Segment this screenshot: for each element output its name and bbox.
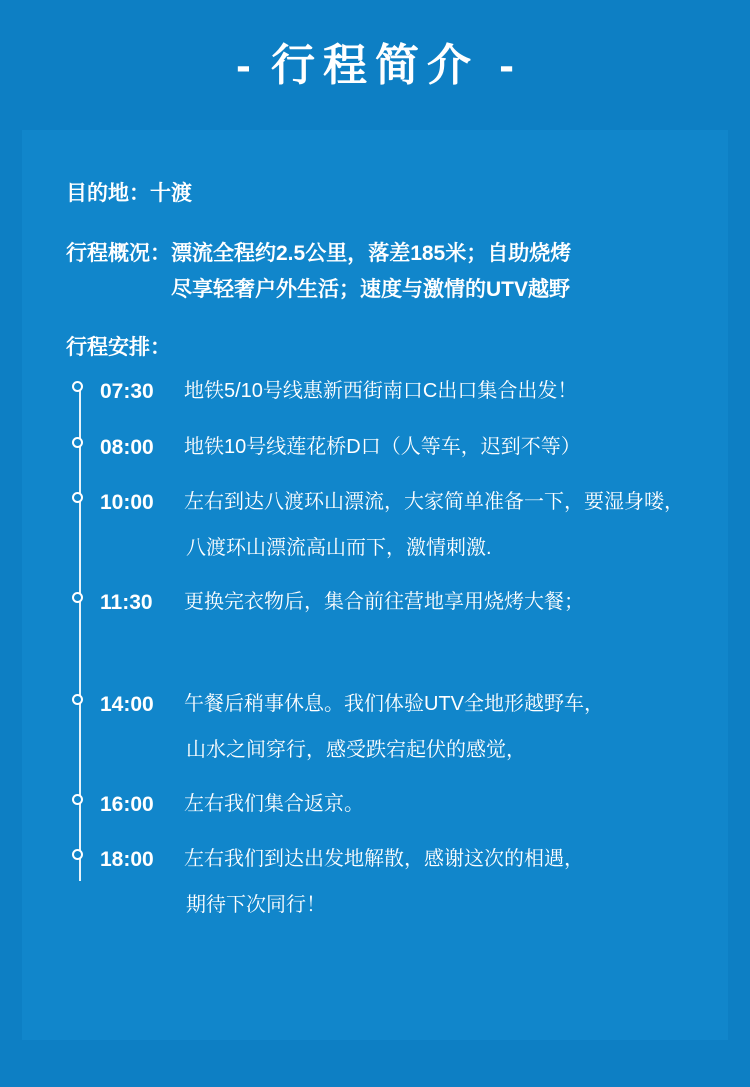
timeline-time: 07:30 — [100, 380, 154, 403]
timeline-dot-icon — [72, 492, 83, 503]
schedule-timeline — [72, 375, 688, 921]
timeline-item — [100, 688, 688, 766]
timeline-text-line: 更换完衣物后，集合前往营地享用烧烤大餐； — [184, 591, 584, 614]
timeline-time: 10:00 — [100, 491, 154, 515]
timeline-text-line: 左右我们集合返京。 — [184, 792, 364, 815]
overview-value — [171, 236, 571, 310]
timeline-text — [184, 688, 604, 766]
timeline-dot-icon — [72, 849, 83, 860]
timeline-text-line: 地铁5/10号线惠新西街南口C出口集合出发！ — [184, 380, 578, 402]
timeline-text-line: 左右到达八渡环山漂流，大家简单准备一下，要湿身喽， — [184, 491, 684, 514]
schedule-label: 行程安排： — [66, 336, 171, 359]
timeline-gap — [100, 642, 688, 688]
destination-value: 十渡 — [150, 182, 192, 205]
page-title — [236, 40, 514, 93]
timeline-item — [100, 586, 688, 620]
overview-row — [66, 236, 688, 310]
destination-row — [66, 178, 688, 210]
timeline-text-line: 期待下次同行！ — [186, 894, 326, 917]
overview-label: 行程概况： — [66, 241, 171, 265]
itinerary-panel — [22, 130, 728, 1040]
timeline-item — [100, 375, 688, 409]
title-text: 行程简介 — [271, 41, 479, 90]
timeline-item — [100, 843, 688, 921]
overview-line-2: 尽享轻奢户外生活；速度与激情的UTV越野 — [171, 278, 570, 302]
timeline-dot-icon — [72, 381, 83, 392]
timeline-text-line: 左右我们到达出发地解散，感谢这次的相遇， — [184, 848, 584, 871]
timeline-time: 11:30 — [100, 591, 153, 615]
timeline-text-line: 山水之间穿行，感受跌宕起伏的感觉， — [186, 738, 526, 761]
timeline-text-line: 地铁10号线莲花桥D口（人等车，迟到不等） — [184, 435, 581, 458]
timeline-time: 14:00 — [100, 692, 154, 716]
timeline-item — [100, 431, 688, 465]
timeline-text — [184, 431, 581, 463]
timeline-item — [100, 486, 688, 564]
timeline-dot-icon — [72, 794, 83, 805]
timeline-axis — [79, 385, 81, 881]
timeline-time: 08:00 — [100, 435, 154, 459]
timeline-text — [184, 486, 684, 564]
title-dash-left: - — [236, 41, 251, 90]
timeline-text — [184, 586, 584, 618]
timeline-text-line: 八渡环山漂流高山而下，激情刺激. — [186, 537, 492, 560]
timeline-text — [184, 375, 577, 407]
overview-line-1: 漂流全程约2.5公里，落差185米；自助烧烤 — [171, 241, 572, 265]
timeline-text — [184, 843, 584, 921]
timeline-text-line: 午餐后稍事休息。我们体验UTV全地形越野车， — [184, 692, 604, 715]
title-dash-right: - — [499, 41, 514, 90]
timeline-dot-icon — [72, 437, 83, 448]
timeline-time: 18:00 — [100, 848, 154, 872]
timeline-text — [184, 788, 364, 820]
page-header — [0, 0, 750, 93]
timeline-item — [100, 788, 688, 822]
destination-label: 目的地： — [66, 182, 150, 205]
timeline-dot-icon — [72, 694, 83, 705]
timeline-dot-icon — [72, 592, 83, 603]
timeline-time: 16:00 — [100, 792, 154, 816]
